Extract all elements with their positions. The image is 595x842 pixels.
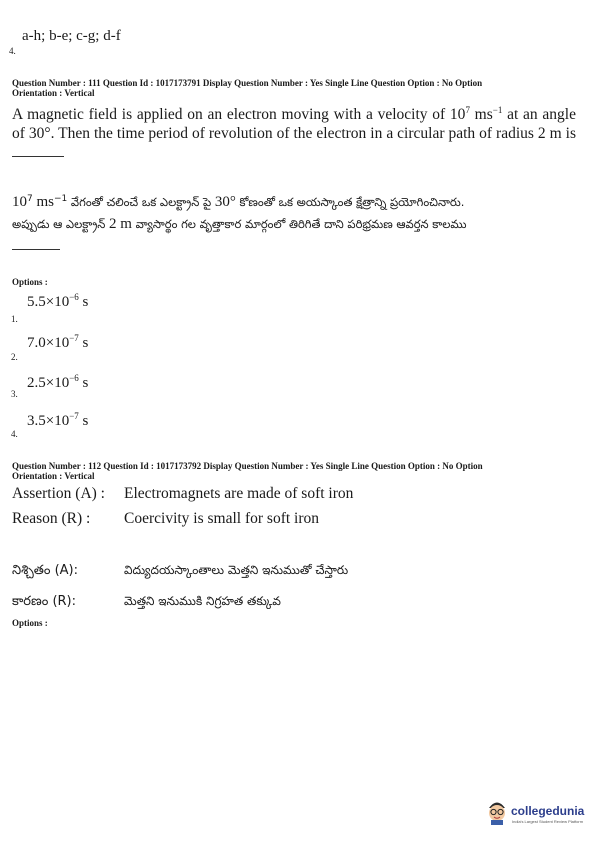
q111-exponent: 7 [465,105,470,115]
option-unit: s [78,294,89,310]
telugu-reason-label: కారణం (R): [12,594,76,609]
assertion-row [12,485,354,503]
option-3-value[interactable] [27,373,88,392]
option-exponent: −6 [69,292,79,302]
tel-exponent: −1 [54,194,68,204]
option-2-number: 2. [11,352,18,362]
answer-blank [12,144,64,157]
logo-brand: collegedunia [511,804,585,818]
assertion-text: Electromagnets are made of soft iron [124,485,354,502]
option-3-number: 3. [11,389,18,399]
q111-text-part: A magnetic field is applied on an electron moving with a velocity of 10 [12,106,466,124]
telugu-line-3 [12,235,578,257]
option-unit: s [78,375,89,391]
tel-velocity-value: 10 [12,193,27,210]
question-111-telugu-text [12,188,578,257]
question-111-english-text [12,101,576,162]
tel-text: వేగంతో చలించే ఒక ఎలక్ట్రాన్ పై [67,194,215,209]
option-4-value[interactable] [27,411,88,430]
option-1-value[interactable] [27,292,88,311]
telugu-reason-text: మెత్తని ఇనుముకి నిగ్రహత తక్కువ [124,594,281,608]
telugu-assertion-text: విద్యుదయస్కాంతాలు మెత్తని ఇనుముతో చేస్తారు [124,563,349,577]
tel-radius: 2 m [109,215,132,232]
reason-label: Reason (R) : [12,510,91,527]
option-mantissa: 5.5×10 [27,294,70,310]
previous-option-number: 4. [9,46,16,56]
option-mantissa: 7.0×10 [27,335,70,351]
option-exponent: −6 [69,373,79,383]
question-112-orientation: Orientation : Vertical [12,471,95,481]
tel-text: కోణంతో ఒక అయస్కాంత క్షేత్రాన్ని ప్రయోగించినారు. [235,194,465,209]
tel-exponent: 7 [27,194,33,204]
option-exponent: −7 [69,333,79,343]
answer-blank [12,245,60,250]
assertion-label: Assertion (A) : [12,485,105,502]
tel-angle: 30° [214,193,236,210]
telugu-assertion-row [12,563,349,581]
tel-text: వ్యాసార్థం గల వృత్తాకార మార్గంలో తిరిగితే దాని పరిభ్రమణ ఆవర్తన కాలము [131,216,467,231]
option-4-number: 4. [11,429,18,439]
logo-tagline: India's Largest Student Review Platform [512,819,584,824]
option-unit: s [78,335,89,351]
mascot-icon [486,799,508,825]
option-unit: s [78,413,89,429]
q111-text-part: ms [469,106,493,124]
question-111-meta-line: Question Number : 111 Question Id : 1017173791 Display Question Number : Yes Single Line Question Option : No Option [12,78,483,88]
previous-answer-option: a-h; b-e; c-g; d-f [22,28,121,44]
options-label: Options : [12,618,48,628]
tel-unit: ms [32,193,54,210]
tel-text: అప్పుడు ఆ ఎలక్ట్రాన్ [12,216,110,231]
question-112-meta [12,461,483,481]
option-mantissa: 3.5×10 [27,413,70,429]
question-111-orientation: Orientation : Vertical [12,88,95,98]
reason-row [12,510,320,528]
q111-exponent: −1 [492,105,503,115]
question-112-meta-line: Question Number : 112 Question Id : 1017173792 Display Question Number : Yes Single Line Question Option : No Option [12,461,483,471]
options-label: Options : [12,277,48,287]
reason-text: Coercivity is small for soft iron [124,510,320,527]
option-mantissa: 2.5×10 [27,375,70,391]
q111-text-part: at an angle of 30°. Then the time period of revolution of the electron in a circular path of radius 2 m is [12,106,576,143]
collegedunia-logo [486,799,586,835]
option-exponent: −7 [69,411,79,421]
option-1-number: 1. [11,314,18,324]
option-2-value[interactable] [27,333,88,352]
telugu-reason-row [12,594,281,612]
telugu-line-1 [12,188,578,213]
telugu-assertion-label: నిశ్చితం (A): [12,563,79,578]
question-111-meta [12,78,482,98]
telugu-line-2 [12,213,578,235]
